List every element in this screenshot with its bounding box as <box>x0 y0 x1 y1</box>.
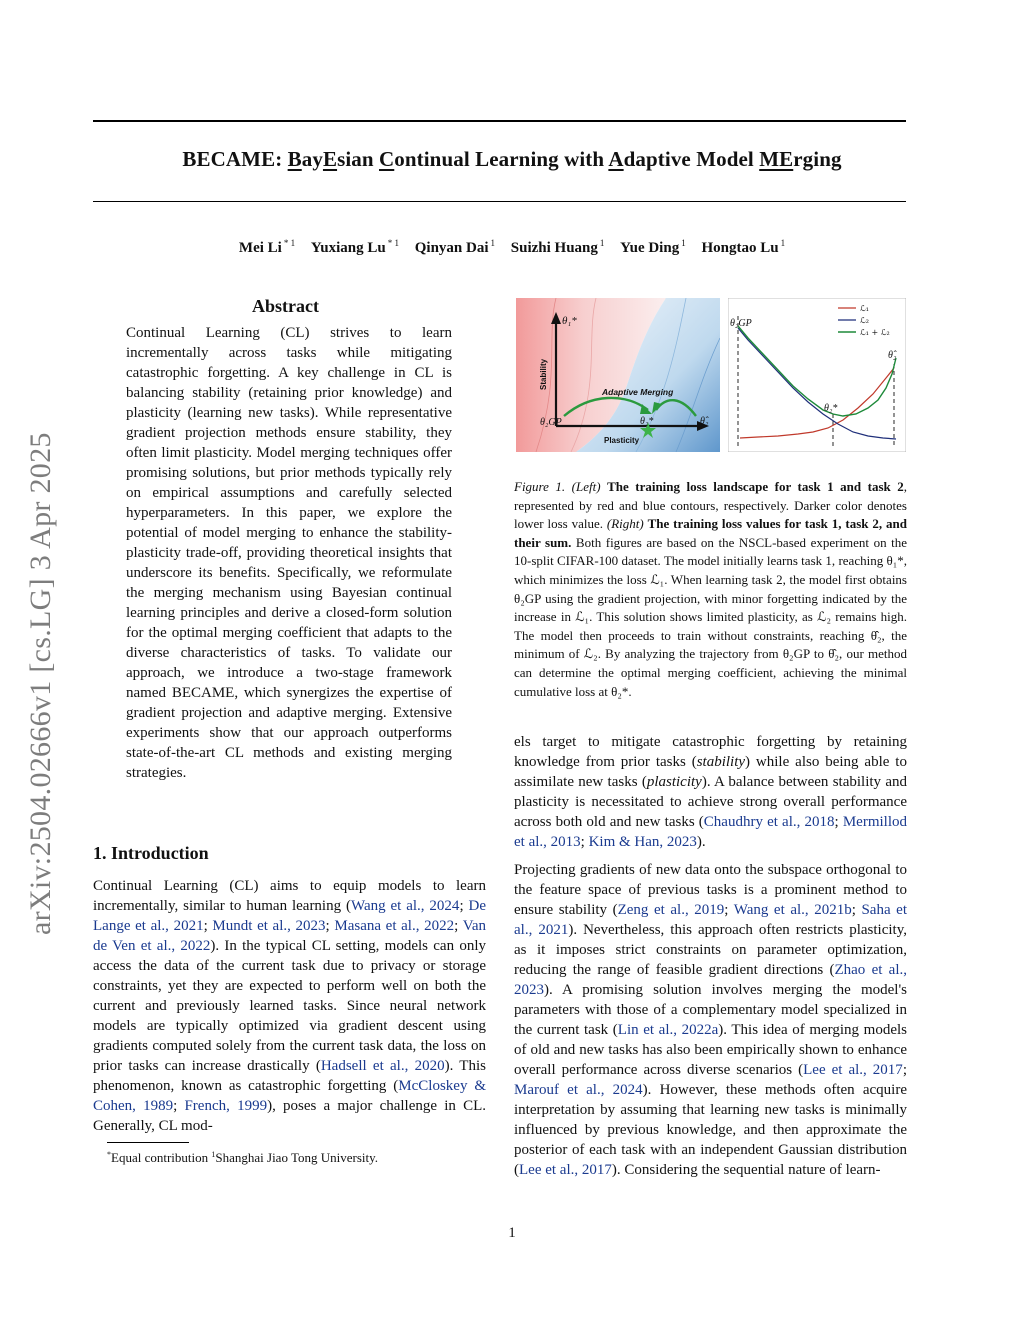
citation-link[interactable]: Zeng et al., 2019 <box>617 902 725 918</box>
right-column-text <box>514 732 907 1188</box>
abstract-text: Continual Learning (CL) strives to learn incrementally across tasks while mitigating catastrophic forgetting. A key challenge in CL is balancing stability (retaining prior knowledge) and plasticity (learning new tasks). While representative gradient projection methods ensure stability, they often limit plasticity. Model merging techniques offer promising solutions, but prior methods typically rely on empirical assumptions and carefully selected hyperparameters. In this paper, we explore the potential of model merging to enhance the stability-plasticity trade-off, providing theoretical insights that underscore its benefits. Specifically, we reformulate the merging mechanism using Bayesian continual learning principles and derive a closed-form solution for the optimal merging coefficient that adapts to the diverse characteristics of tasks. To validate our approach, we introduce a two-stage framework named BECAME, which synergizes the expertise of gradient projection and adaptive merging. Extensive experiments show that our approach outperforms state-of-the-art CL methods and existing merging strategies. <box>126 325 452 781</box>
citation-link[interactable]: French, 1999 <box>184 1098 268 1114</box>
theta2-star-label: θ₂* <box>640 416 654 427</box>
citation-link[interactable]: Hadsell et al., 2020 <box>320 1058 445 1074</box>
citation-link[interactable]: Wang et al., 2021b <box>733 902 852 918</box>
theta2-star-label: θ₂* <box>824 403 838 414</box>
citation-link[interactable]: Kim & Han, 2023 <box>588 834 697 850</box>
title-rule-top <box>93 120 906 122</box>
figure-1 <box>516 298 906 452</box>
abstract-heading: Abstract <box>252 296 319 316</box>
citation-link[interactable]: Mermillod et al., 2013 <box>514 814 908 850</box>
citation-link[interactable]: Wang et al., 2024 <box>351 898 460 914</box>
loss-landscape-plot <box>516 298 720 452</box>
author: Suizhi Huang $^1$ <box>510 238 605 256</box>
author: Hongtao Lu $^1$ <box>701 238 786 256</box>
page-number: 1 <box>508 1225 516 1241</box>
citation-link[interactable]: De Lange et al., 2021 <box>93 898 486 934</box>
citation-link[interactable]: Marouf et al., 2024 <box>514 1082 643 1098</box>
arxiv-watermark: arXiv:2504.02666v1 [cs.LG] 3 Apr 2025 <box>24 432 57 935</box>
citation-link[interactable]: Masana et al., 2022 <box>334 918 455 934</box>
citation-link[interactable]: Saha et al., 2021 <box>514 902 907 938</box>
training-loss-plot <box>728 298 906 452</box>
footnote: *Equal contribution $^1$Shanghai Jiao Tong University. <box>107 1150 379 1165</box>
citation-link[interactable]: Van de Ven et al., 2022 <box>93 918 487 954</box>
citation-link[interactable]: Mundt et al., 2023 <box>212 918 326 934</box>
citation-link[interactable]: Lin et al., 2022a <box>617 1022 719 1038</box>
adaptive-merging-label: Adaptive Merging <box>602 387 674 397</box>
footnote-rule <box>107 1142 189 1143</box>
author: Mei Li $^{* 1}$ <box>238 238 296 256</box>
legend-label: ℒ₁ <box>860 304 869 313</box>
legend-label: ℒ₁ + ℒ₂ <box>860 328 890 337</box>
author: Yue Ding $^1$ <box>620 238 686 256</box>
theta-gp-label: θ₂GP <box>540 417 562 428</box>
author: Yuxiang Lu $^{* 1}$ <box>310 238 399 256</box>
figure-caption: Figure 1. (Left) The training loss landscape for task 1 and task 2, represented by red and blue contours, respectively. Darker color denotes lower loss value. (Right) The training loss values for task 1, task 2, and their sum. Both figures are based on the NSCL-based experiment on the 10-split CIFAR-100 dataset. The model initially learns task 1, reaching θ₁*, which minimizes the loss ℒ₁. When learning task 2, the model first obtains θ₂GP using the gradient projection, with minor forgetting indicated by the increase in ℒ₁. This solution shows limited plasticity, as ℒ₂ remains high. The model then proceeds to train without constraints, reaching θ̂₂, the minimum of ℒ₂. By analyzing the trajectory from θ₂GP to θ̂₂, our method can determine the optimal merging coefficient, achieving the minimal cumulative loss at θ₂*. <box>514 479 907 699</box>
theta-gp-label: θ₂GP <box>730 318 752 329</box>
author-list <box>0 238 1024 257</box>
citation-link[interactable]: Chaudhry et al., 2018 <box>703 814 835 830</box>
citation-link[interactable]: Lee et al., 2017 <box>803 1062 903 1078</box>
citation-link[interactable]: Lee et al., 2017 <box>519 1162 612 1178</box>
theta2-hat-label: θ̂₂ <box>888 350 897 361</box>
paragraph: Projecting gradients of new data onto the subspace orthogonal to the feature space of previous tasks is a prominent method to ensure stability (Zeng et al., 2019; Wang et al., 2021b; Saha et al., 2021). Nevertheless, this approach often restricts plasticity, as it imposes strict constraints on parameter optimization, reducing the range of feasible gradient directions (Zhao et al., 2023). A promising solution involves merging the model's parameters with those of a complementary model specialized in the current task (Lin et al., 2022a). This idea of merging models of old and new tasks has also been empirically shown to enhance overall performance across diverse scenarios (Lee et al., 2017; Marouf et al., 2024). However, these methods often acquire interpretation by assuming that learning new tasks is minimally influenced by previous knowledge, and then approximate the posterior of each task with an independent Gaussian distribution (Lee et al., 2017). Considering the sequential nature of learn- <box>514 862 908 1178</box>
legend-label: ℒ₂ <box>860 316 869 325</box>
introduction-heading: 1. Introduction <box>93 843 209 863</box>
introduction-text: Continual Learning (CL) aims to equip models to learn incrementally, similar to human learning (Wang et al., 2024; De Lange et al., 2021; Mundt et al., 2023; Masana et al., 2022; Van de Ven et al., 2022). In the typical CL setting, models can only access the data of the current task due to privacy or storage constraints, yet they are expected to perform well on both the current and previously learned tasks. Since neural network models are typically optimized via gradient descent using gradients computed solely from the current task data, the loss on prior tasks can increase drastically (Hadsell et al., 2020). This phenomenon, known as catastrophic forgetting (McCloskey & Cohen, 1989; French, 1999), poses a major challenge in CL. Generally, CL mod- <box>93 878 487 1134</box>
citation-link[interactable]: Zhao et al., 2023 <box>514 962 907 998</box>
author: Qinyan Dai $^1$ <box>414 238 496 256</box>
title-rule-bottom <box>93 201 906 202</box>
theta2-hat-label: θ̂₂ <box>700 416 709 427</box>
theta1-label: θ₁* <box>562 315 577 327</box>
plot-background <box>728 298 906 452</box>
stability-label: Stability <box>539 358 548 390</box>
paragraph: els target to mitigate catastrophic forgetting by retaining knowledge from prior tasks (stability) while also being able to assimilate new tasks (plasticity). A balance between stability and plasticity is necessitated to achieve strong overall performance across both old and new tasks (Chaudhry et al., 2018; Mermillod et al., 2013; Kim & Han, 2023). <box>514 734 908 850</box>
citation-link[interactable]: McCloskey & Cohen, 1989 <box>93 1078 486 1114</box>
plasticity-label: Plasticity <box>604 436 640 445</box>
paper-title: BECAME: BayEsian Continual Learning with Adaptive Model MErging <box>182 147 842 171</box>
